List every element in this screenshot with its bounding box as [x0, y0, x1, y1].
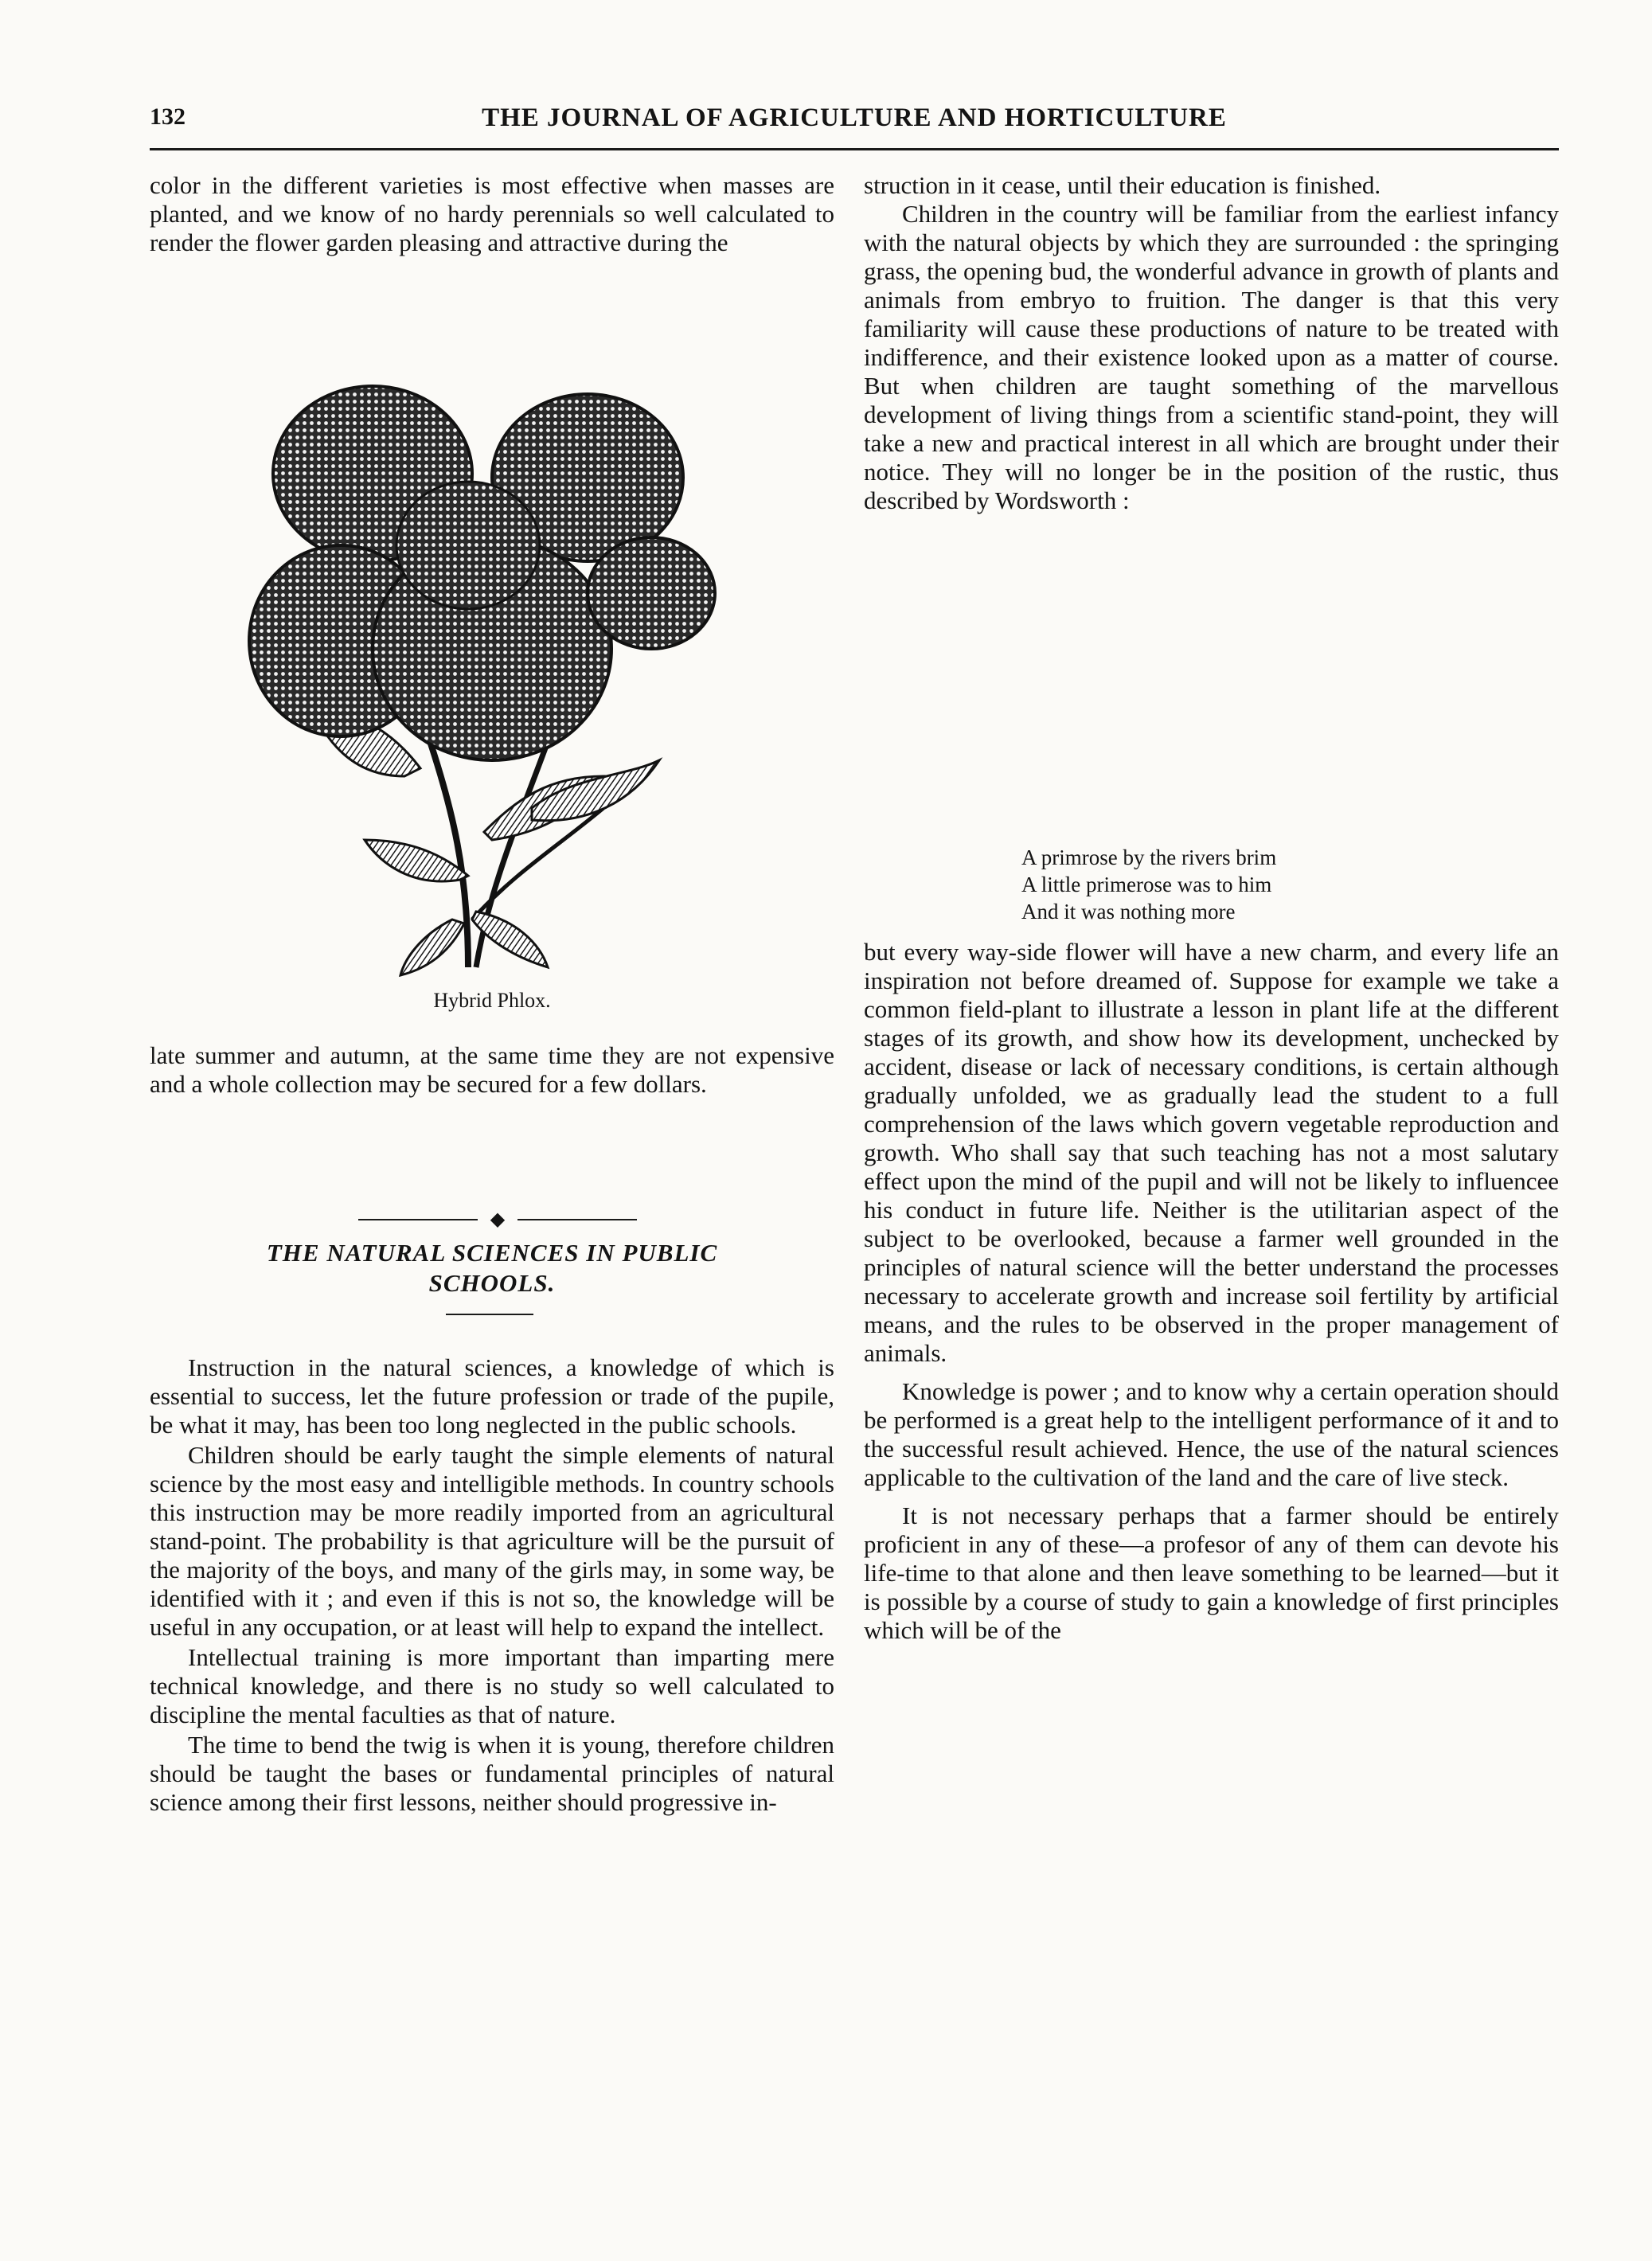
page-number: 132	[150, 103, 186, 130]
intro-paragraph: color in the different varieties is most effective when masses are planted, and we know of no hardy perennials so well calculated to render the flower garden pleasing and attractive during the	[150, 171, 834, 256]
phlox-engraving	[229, 362, 723, 983]
running-title: THE JOURNAL OF AGRICULTURE AND HORTICULTURE	[482, 103, 1227, 132]
right-column-top	[864, 171, 1559, 840]
hybrid-phlox-illustration	[229, 362, 723, 983]
poem-line: A little primerose was to him	[1021, 873, 1272, 896]
figure-caption: Hybrid Phlox.	[433, 989, 551, 1012]
section-title	[150, 1238, 834, 1298]
article-paragraph: It is not necessary perhaps that a farmer should be entirely proficient in any of these—a profesor of any of them can devote his life-time to that alone and then leave something to be learned—but it is possible by a course of study to gain a knowledge of first principles which will be of the	[864, 1501, 1559, 1644]
article-paragraph: Knowledge is power ; and to know why a certain operation should be performed is a great help to the intelligent performance of it and to the successful result achieved. Hence, the use of the natural sciences applicable to the cultivation of the land and the care of live steck.	[864, 1377, 1559, 1491]
article-paragraph: Intellectual training is more important than imparting mere technical knowledge, and there is no study so well calculated to discipline the mental faculties as that of nature.	[150, 1643, 834, 1728]
divider-ornament: ◆	[490, 1209, 506, 1230]
wordsworth-quote	[1021, 844, 1499, 925]
page-header	[150, 103, 1559, 143]
header-rule	[150, 148, 1559, 150]
poem-line: And it was nothing more	[1021, 900, 1236, 924]
poem-line: A primrose by the rivers brim	[1021, 845, 1277, 869]
left-column-article	[150, 1353, 834, 2253]
left-column-continuation	[150, 1041, 834, 1169]
title-short-rule	[446, 1314, 533, 1315]
section-divider	[358, 1209, 637, 1230]
article-paragraph: struction in it cease, until their education is finished.	[864, 171, 1381, 199]
article-paragraph: but every way-side flower will have a new charm, and every life an inspiration not before dreamed of. Suppose for example we take a common field-plant to illustrate a lesson in plant life at the different stages of its growth, and show how its development, unchecked by accident, disease or lack of necessary conditions, is certain although gradually unfolded, we as gradually lead the student to a full comprehension of the laws which govern vegetable reproduction and growth. Who shall say that such teaching has not a most salutary effect upon the mind of the pupil and will not be likely to influencee his conduct in future life. Neither is the utilitarian aspect of the subject to be overlooked, because a farmer well grounded in the principles of natural science will the better understand the processes necessary to accelerate growth and increase soil fertility by artificial means, and the rules to be observed in the proper management of animals.	[864, 938, 1559, 1367]
section-title-line-1: THE NATURAL SCIENCES IN PUBLIC	[266, 1239, 718, 1267]
article-paragraph: Children in the country will be familiar from the earliest infancy with the natural objects by which they are surrounded : the springing grass, the opening bud, the wonderful advance in growth of plants and animals from embryo to fruition. The danger is that this very familiarity will cause these productions of nature to be treated with indifference, and their existence looked upon as a matter of course. But when children are taught something of the marvellous development of living things from a scientific stand-point, they will take a new and practical interest in all which are brought under their notice. They will no longer be in the position of the rustic, thus described by Wordsworth :	[864, 200, 1559, 514]
article-paragraph: Instruction in the natural sciences, a knowledge of which is essential to success, let the future profession or trade of the pupile, be what it may, has been too long neglected in the public schools.	[150, 1353, 834, 1439]
right-column-bottom	[864, 938, 1559, 2251]
article-paragraph: The time to bend the twig is when it is young, therefore children should be taught the bases or fundamental principles of natural science among their first lessons, neither should progressive in-	[150, 1731, 834, 1816]
continuation-paragraph: late summer and autumn, at the same time they are not expensive and a whole collection may be secured for a few dollars.	[150, 1041, 834, 1098]
article-paragraph: Children should be early taught the simple elements of natural science by the most easy and intelligible methods. In country schools this instruction may be more readily imported from an agricultural stand-point. The probability is that agriculture will be the pursuit of the majority of the boys, and many of the girls may, in some way, be identified with it ; and even if this is not so, the knowledge will be useful in any occupation, or at least will help to expand the intellect.	[150, 1441, 834, 1641]
left-column-intro	[150, 171, 834, 362]
divider-line-left	[358, 1219, 478, 1220]
divider-line-right	[517, 1219, 637, 1220]
section-title-line-2: SCHOOLS.	[428, 1269, 556, 1297]
